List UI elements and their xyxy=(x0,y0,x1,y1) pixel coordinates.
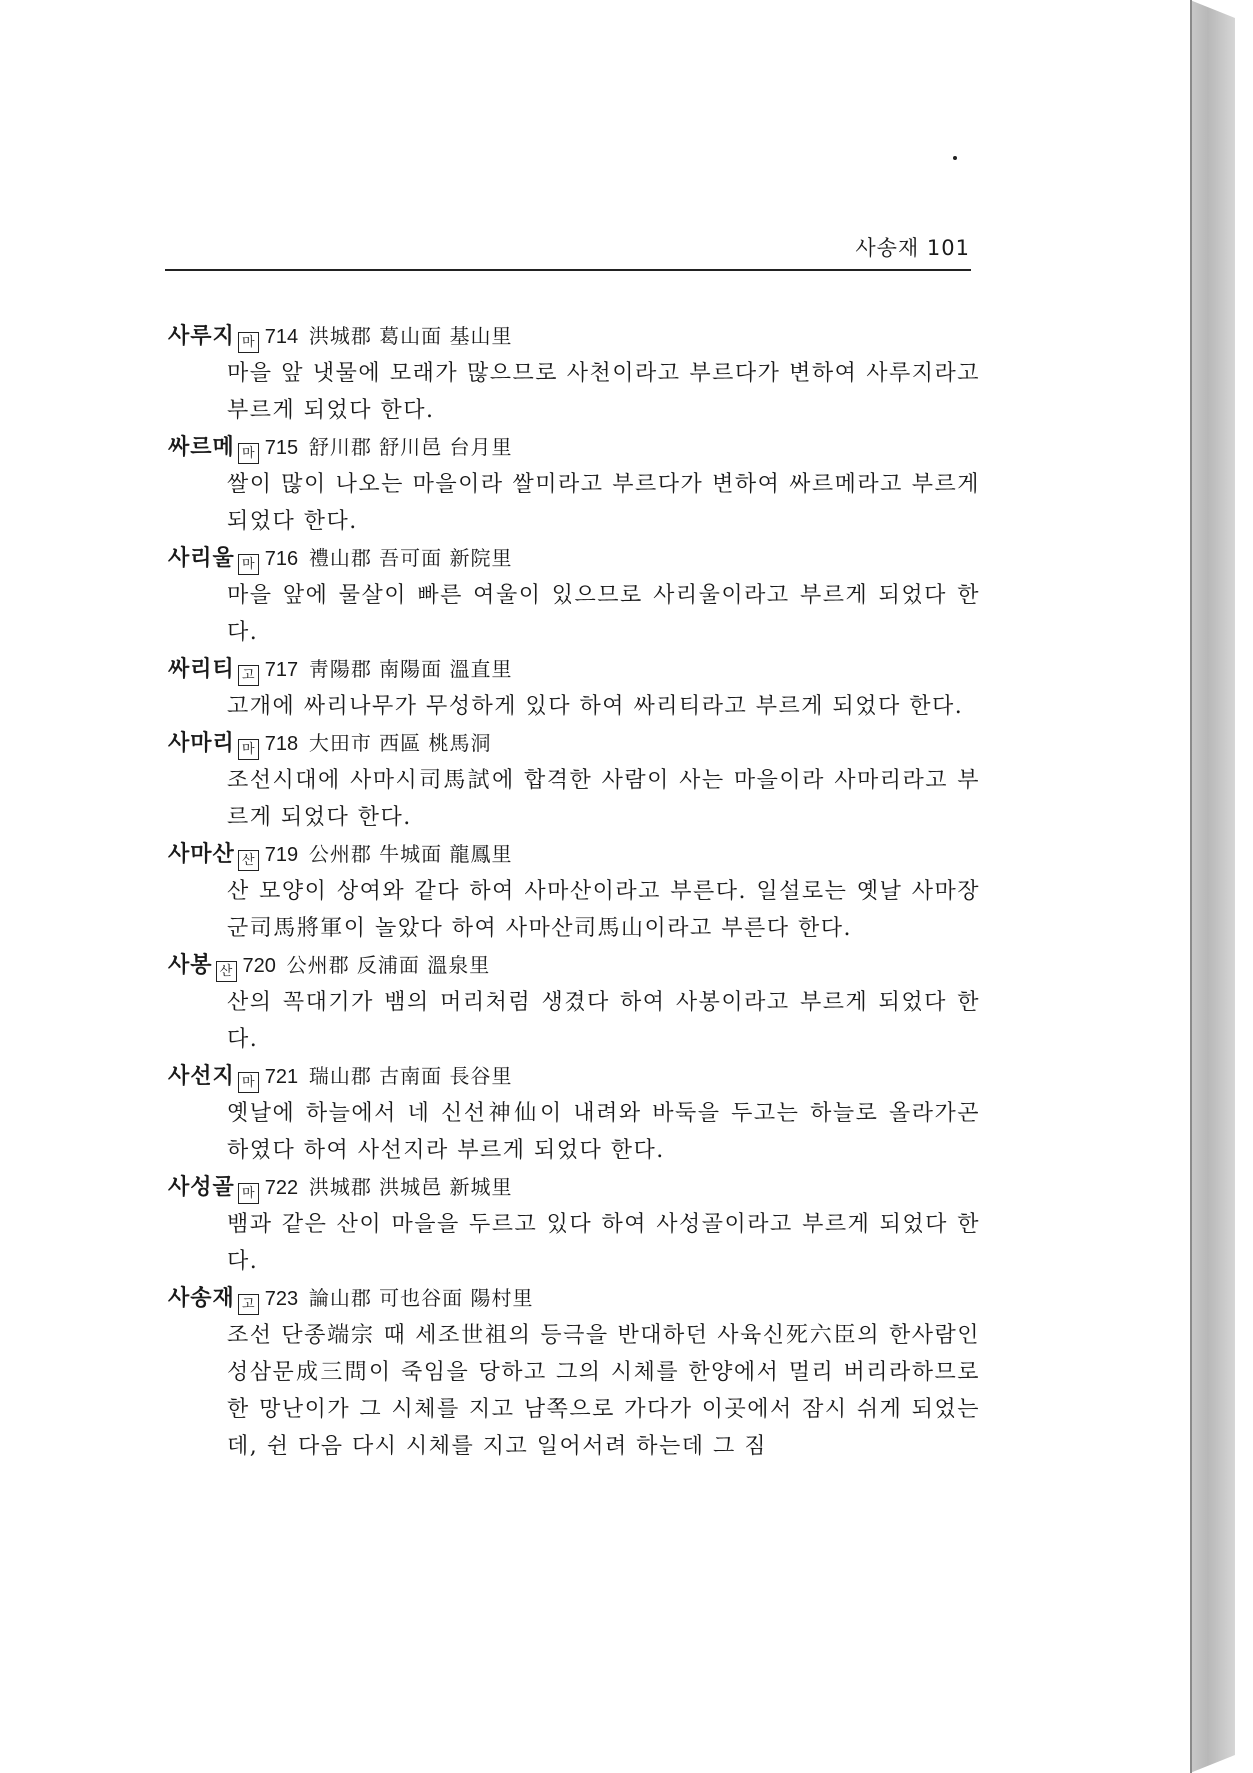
entry-location: 舒川郡 舒川邑 台月里 xyxy=(308,435,513,459)
entry-head xyxy=(168,725,980,762)
entry-number: 717 xyxy=(264,659,299,681)
entry-head xyxy=(168,1280,980,1317)
entry-name: 사루지 xyxy=(168,324,235,349)
entry-text: 마을 앞에 물살이 빠른 여울이 있으므로 사리울이라고 부르게 되었다 한다. xyxy=(227,583,980,645)
entry-type-badge: 마 xyxy=(238,332,259,353)
entry-location: 論山郡 可也谷面 陽村里 xyxy=(308,1286,534,1310)
entry-type-badge: 마 xyxy=(238,443,259,464)
entry-type-badge: 마 xyxy=(238,554,259,575)
entry-type-badge: 마 xyxy=(238,1072,259,1093)
entry-text: 쌀이 많이 나오는 마을이라 쌀미라고 부르다가 변하여 싸르메라고 부르게 되었다 한다. xyxy=(227,472,980,534)
entry-number: 721 xyxy=(264,1066,299,1088)
entry-head xyxy=(168,836,980,873)
entry-location: 公州郡 牛城面 龍鳳里 xyxy=(308,842,513,866)
entry-name: 사마산 xyxy=(168,842,235,867)
entry xyxy=(168,725,980,836)
entry xyxy=(168,836,980,947)
entry-head xyxy=(168,1169,980,1206)
entry xyxy=(168,540,980,651)
entry-name: 싸르메 xyxy=(168,435,235,460)
entry xyxy=(168,318,980,429)
entry xyxy=(168,1058,980,1169)
entry-head xyxy=(168,540,980,577)
entry-name: 사송재 xyxy=(168,1286,235,1311)
entry-head xyxy=(168,947,980,984)
entry-number: 723 xyxy=(264,1288,299,1310)
entry-text: 고개에 싸리나무가 무성하게 있다 하여 싸리티라고 부르게 되었다 한다. xyxy=(227,694,964,719)
entry-type-badge: 마 xyxy=(238,739,259,760)
entry-type-badge: 고 xyxy=(238,1294,259,1315)
entry-name: 사봉 xyxy=(168,953,213,978)
entry-number: 715 xyxy=(264,437,299,459)
entry-type-badge: 산 xyxy=(238,850,259,871)
book-page-edge xyxy=(1190,0,1235,1773)
entry-head xyxy=(168,651,980,688)
entry xyxy=(168,1169,980,1280)
entry-location: 瑞山郡 古南面 長谷里 xyxy=(308,1064,513,1088)
entry-list xyxy=(168,318,980,1465)
entry-text: 마을 앞 냇물에 모래가 많으므로 사천이라고 부르다가 변하여 사루지라고 부르게 되었다 한다. xyxy=(227,361,980,423)
entry-head xyxy=(168,429,980,466)
entry-name: 사선지 xyxy=(168,1064,235,1089)
entry xyxy=(168,651,980,725)
entry-head xyxy=(168,318,980,355)
entry-type-badge: 고 xyxy=(238,665,259,686)
entry-text: 산의 꼭대기가 뱀의 머리처럼 생겼다 하여 사봉이라고 부르게 되었다 한다. xyxy=(227,990,980,1052)
entry-number: 714 xyxy=(264,326,299,348)
entry-number: 722 xyxy=(264,1177,299,1199)
entry-text: 옛날에 하늘에서 네 신선神仙이 내려와 바둑을 두고는 하늘로 올라가곤 하였다 하여 사선지라 부르게 되었다 한다. xyxy=(227,1101,980,1163)
entry-number: 718 xyxy=(264,733,299,755)
entry-type-badge: 산 xyxy=(216,961,237,982)
entry-number: 716 xyxy=(264,548,299,570)
entry xyxy=(168,429,980,540)
entry-name: 사성골 xyxy=(168,1175,235,1200)
header-rule xyxy=(165,269,971,271)
entry-text: 산 모양이 상여와 같다 하여 사마산이라고 부른다. 일설로는 옛날 사마장군司馬將軍이 놀았다 하여 사마산司馬山이라고 부른다 한다. xyxy=(227,879,980,941)
entry-number: 719 xyxy=(264,844,299,866)
entry xyxy=(168,947,980,1058)
entry-location: 大田市 西區 桃馬洞 xyxy=(308,731,492,755)
entry-name: 사마리 xyxy=(168,731,235,756)
entry-text: 뱀과 같은 산이 마을을 두르고 있다 하여 사성골이라고 부르게 되었다 한다. xyxy=(227,1212,980,1274)
ink-dot xyxy=(953,156,957,160)
entry-text: 조선시대에 사마시司馬試에 합격한 사람이 사는 마을이라 사마리라고 부르게 되었다 한다. xyxy=(227,768,980,830)
entry-text: 조선 단종端宗 때 세조世祖의 등극을 반대하던 사육신死六臣의 한사람인 성삼문成三問이 죽임을 당하고 그의 시체를 한양에서 멀리 버리라하므로 한 망난이가 그 시체를 지고 남쪽으로 가다가 이곳에서 잠시 쉬게 되었는데, 쉰 다음 다시 시체를 지고 일어서려 하는데 그 짐 xyxy=(227,1323,980,1459)
entry-location: 公州郡 反浦面 溫泉里 xyxy=(286,953,491,977)
running-head: 사송재 101 xyxy=(855,236,970,260)
entry-location: 靑陽郡 南陽面 溫直里 xyxy=(308,657,513,681)
entry-number: 720 xyxy=(242,955,276,977)
entry-name: 싸리티 xyxy=(168,657,235,682)
entry-type-badge: 마 xyxy=(238,1183,259,1204)
entry-location: 禮山郡 吾可面 新院里 xyxy=(308,546,513,570)
entry-head xyxy=(168,1058,980,1095)
entry-location: 洪城郡 洪城邑 新城里 xyxy=(308,1175,513,1199)
entry xyxy=(168,1280,980,1465)
entry-location: 洪城郡 葛山面 基山里 xyxy=(308,324,513,348)
entry-name: 사리울 xyxy=(168,546,235,571)
